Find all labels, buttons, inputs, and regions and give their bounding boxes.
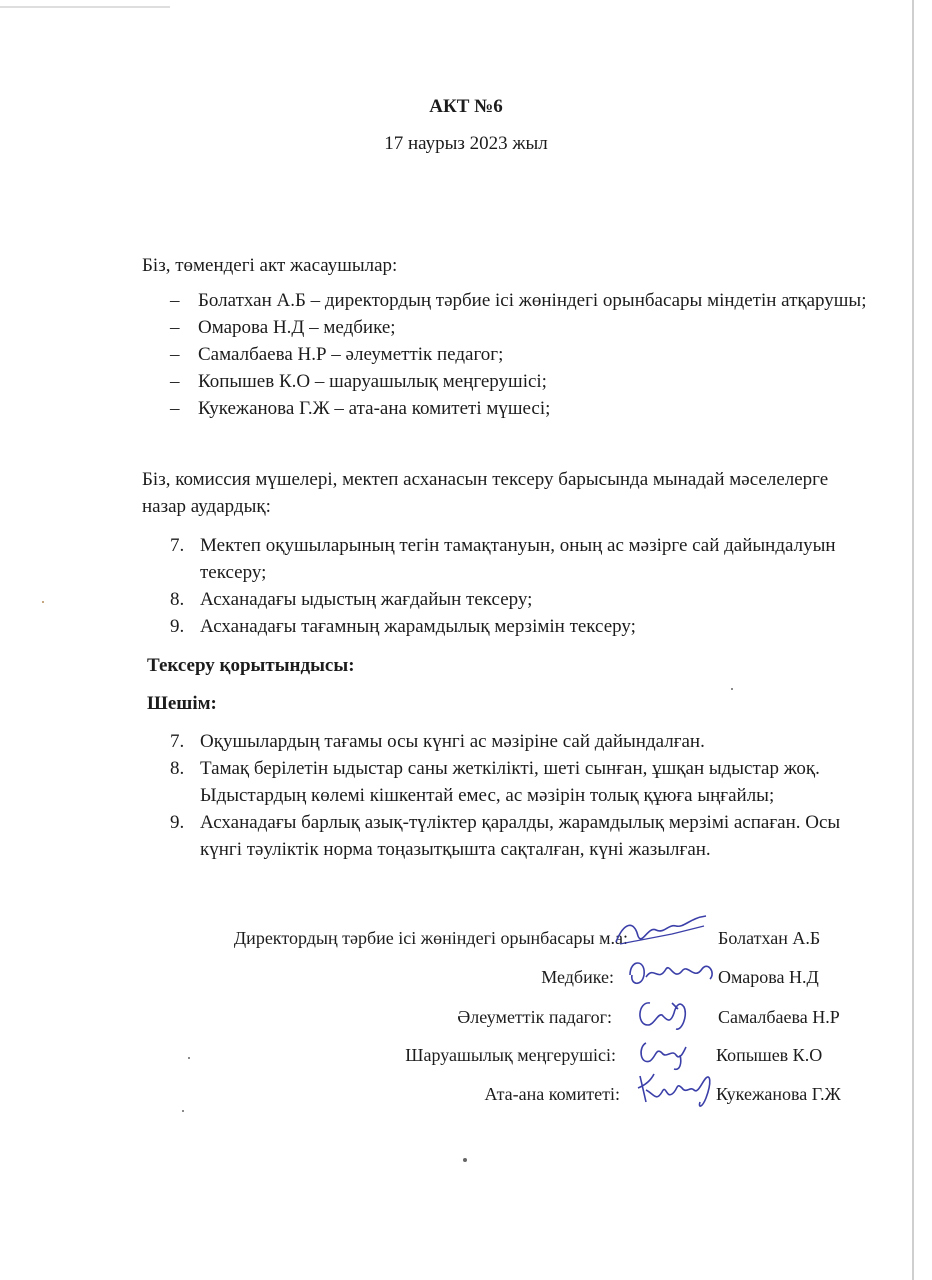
- commission-text: Біз, комиссия мүшелері, мектеп асханасын тексеру барысында мынадай мәселелерге назар аудардық:: [142, 469, 829, 517]
- signature-mark: [632, 995, 696, 1035]
- scan-top-mark: [0, 6, 170, 8]
- scan-speck: [182, 1110, 184, 1112]
- signature-name: Болатхан А.Б: [718, 928, 821, 948]
- signature-row: [0, 957, 932, 997]
- signature-row: [0, 918, 932, 958]
- list-item: 8. Асханадағы ыдыстың жағдайын тексеру;: [170, 589, 533, 610]
- list-marker: –: [170, 344, 180, 365]
- scan-speck: [42, 601, 44, 603]
- signature-role: Медбике:: [541, 967, 614, 987]
- signature-name: Кукежанова Г.Ж: [716, 1084, 841, 1104]
- list-marker: –: [170, 317, 180, 338]
- result-heading: Тексеру қорытындысы:: [147, 655, 355, 676]
- signature-name: Копышев К.О: [716, 1045, 823, 1065]
- signature-row: [0, 1074, 932, 1114]
- list-item: – Болатхан А.Б – директордың тәрбие ісі жөніндегі орынбасары міндетін атқарушы;: [170, 287, 870, 314]
- list-item: – Самалбаева Н.Р – әлеуметтік педагог;: [170, 341, 870, 368]
- signature-mark: [612, 912, 712, 952]
- list-marker: –: [170, 371, 180, 392]
- signature-name: Самалбаева Н.Р: [718, 1007, 840, 1027]
- scan-speck: [188, 1057, 190, 1059]
- members-list: [170, 287, 870, 422]
- list-item: 8. Тамақ берілетін ыдыстар саны жеткілікті, шеті сынған, ұшқан ыдыстар жоқ. Ыдыстардың көлемі кішкентай емес, ас мәзірін толық құюға ыңғайлы;: [170, 758, 820, 806]
- signature-mark: [632, 1068, 718, 1112]
- list-item: 9. Асханадағы барлық азық-түліктер қаралды, жарамдылық мерзімі аспаған. Осы күнгі тәуліктік норма тоңазытқышта сақталған, күні жазылған.: [170, 812, 841, 860]
- list-item: – Копышев К.О – шаруашылық меңгерушісі;: [170, 368, 870, 395]
- signature-name: Омарова Н.Д: [718, 967, 819, 987]
- scan-speck: [731, 688, 733, 690]
- list-marker: –: [170, 290, 180, 311]
- signature-role: Ата-ана комитеті:: [484, 1084, 620, 1104]
- signature-role: Шаруашылық меңгерушісі:: [405, 1045, 616, 1065]
- signature-role: Директордың тәрбие ісі жөніндегі орынбасары м.а:: [233, 928, 628, 948]
- intro-text: Біз, төмендегі акт жасаушылар:: [142, 255, 398, 276]
- signature-mark: [636, 1033, 692, 1073]
- decision-heading: Шешім:: [147, 693, 217, 714]
- signature-row: [0, 1035, 932, 1075]
- signature-role: Әлеуметтік падагог:: [457, 1007, 612, 1027]
- issues-list: [170, 532, 870, 640]
- list-item: 9. Асханадағы тағамның жарамдылық мерзімін тексеру;: [170, 616, 636, 637]
- list-item: – Омарова Н.Д – медбике;: [170, 314, 870, 341]
- list-item: 7. Мектеп оқушыларының тегін тамақтануын, оның ас мәзірге сай дайындалуын тексеру;: [170, 535, 836, 583]
- list-item: – Кукежанова Г.Ж – ата-ана комитеті мүшесі;: [170, 395, 870, 422]
- signature-mark: [624, 953, 720, 993]
- document-title: АКТ №6: [429, 96, 503, 117]
- list-marker: –: [170, 398, 180, 419]
- decisions-list: [170, 728, 870, 863]
- signature-row: [0, 997, 932, 1037]
- scan-speck: [463, 1158, 467, 1162]
- document-date: 17 наурыз 2023 жыл: [384, 133, 548, 154]
- list-item: 7. Оқушылардың тағамы осы күнгі ас мәзіріне сай дайындалған.: [170, 731, 705, 752]
